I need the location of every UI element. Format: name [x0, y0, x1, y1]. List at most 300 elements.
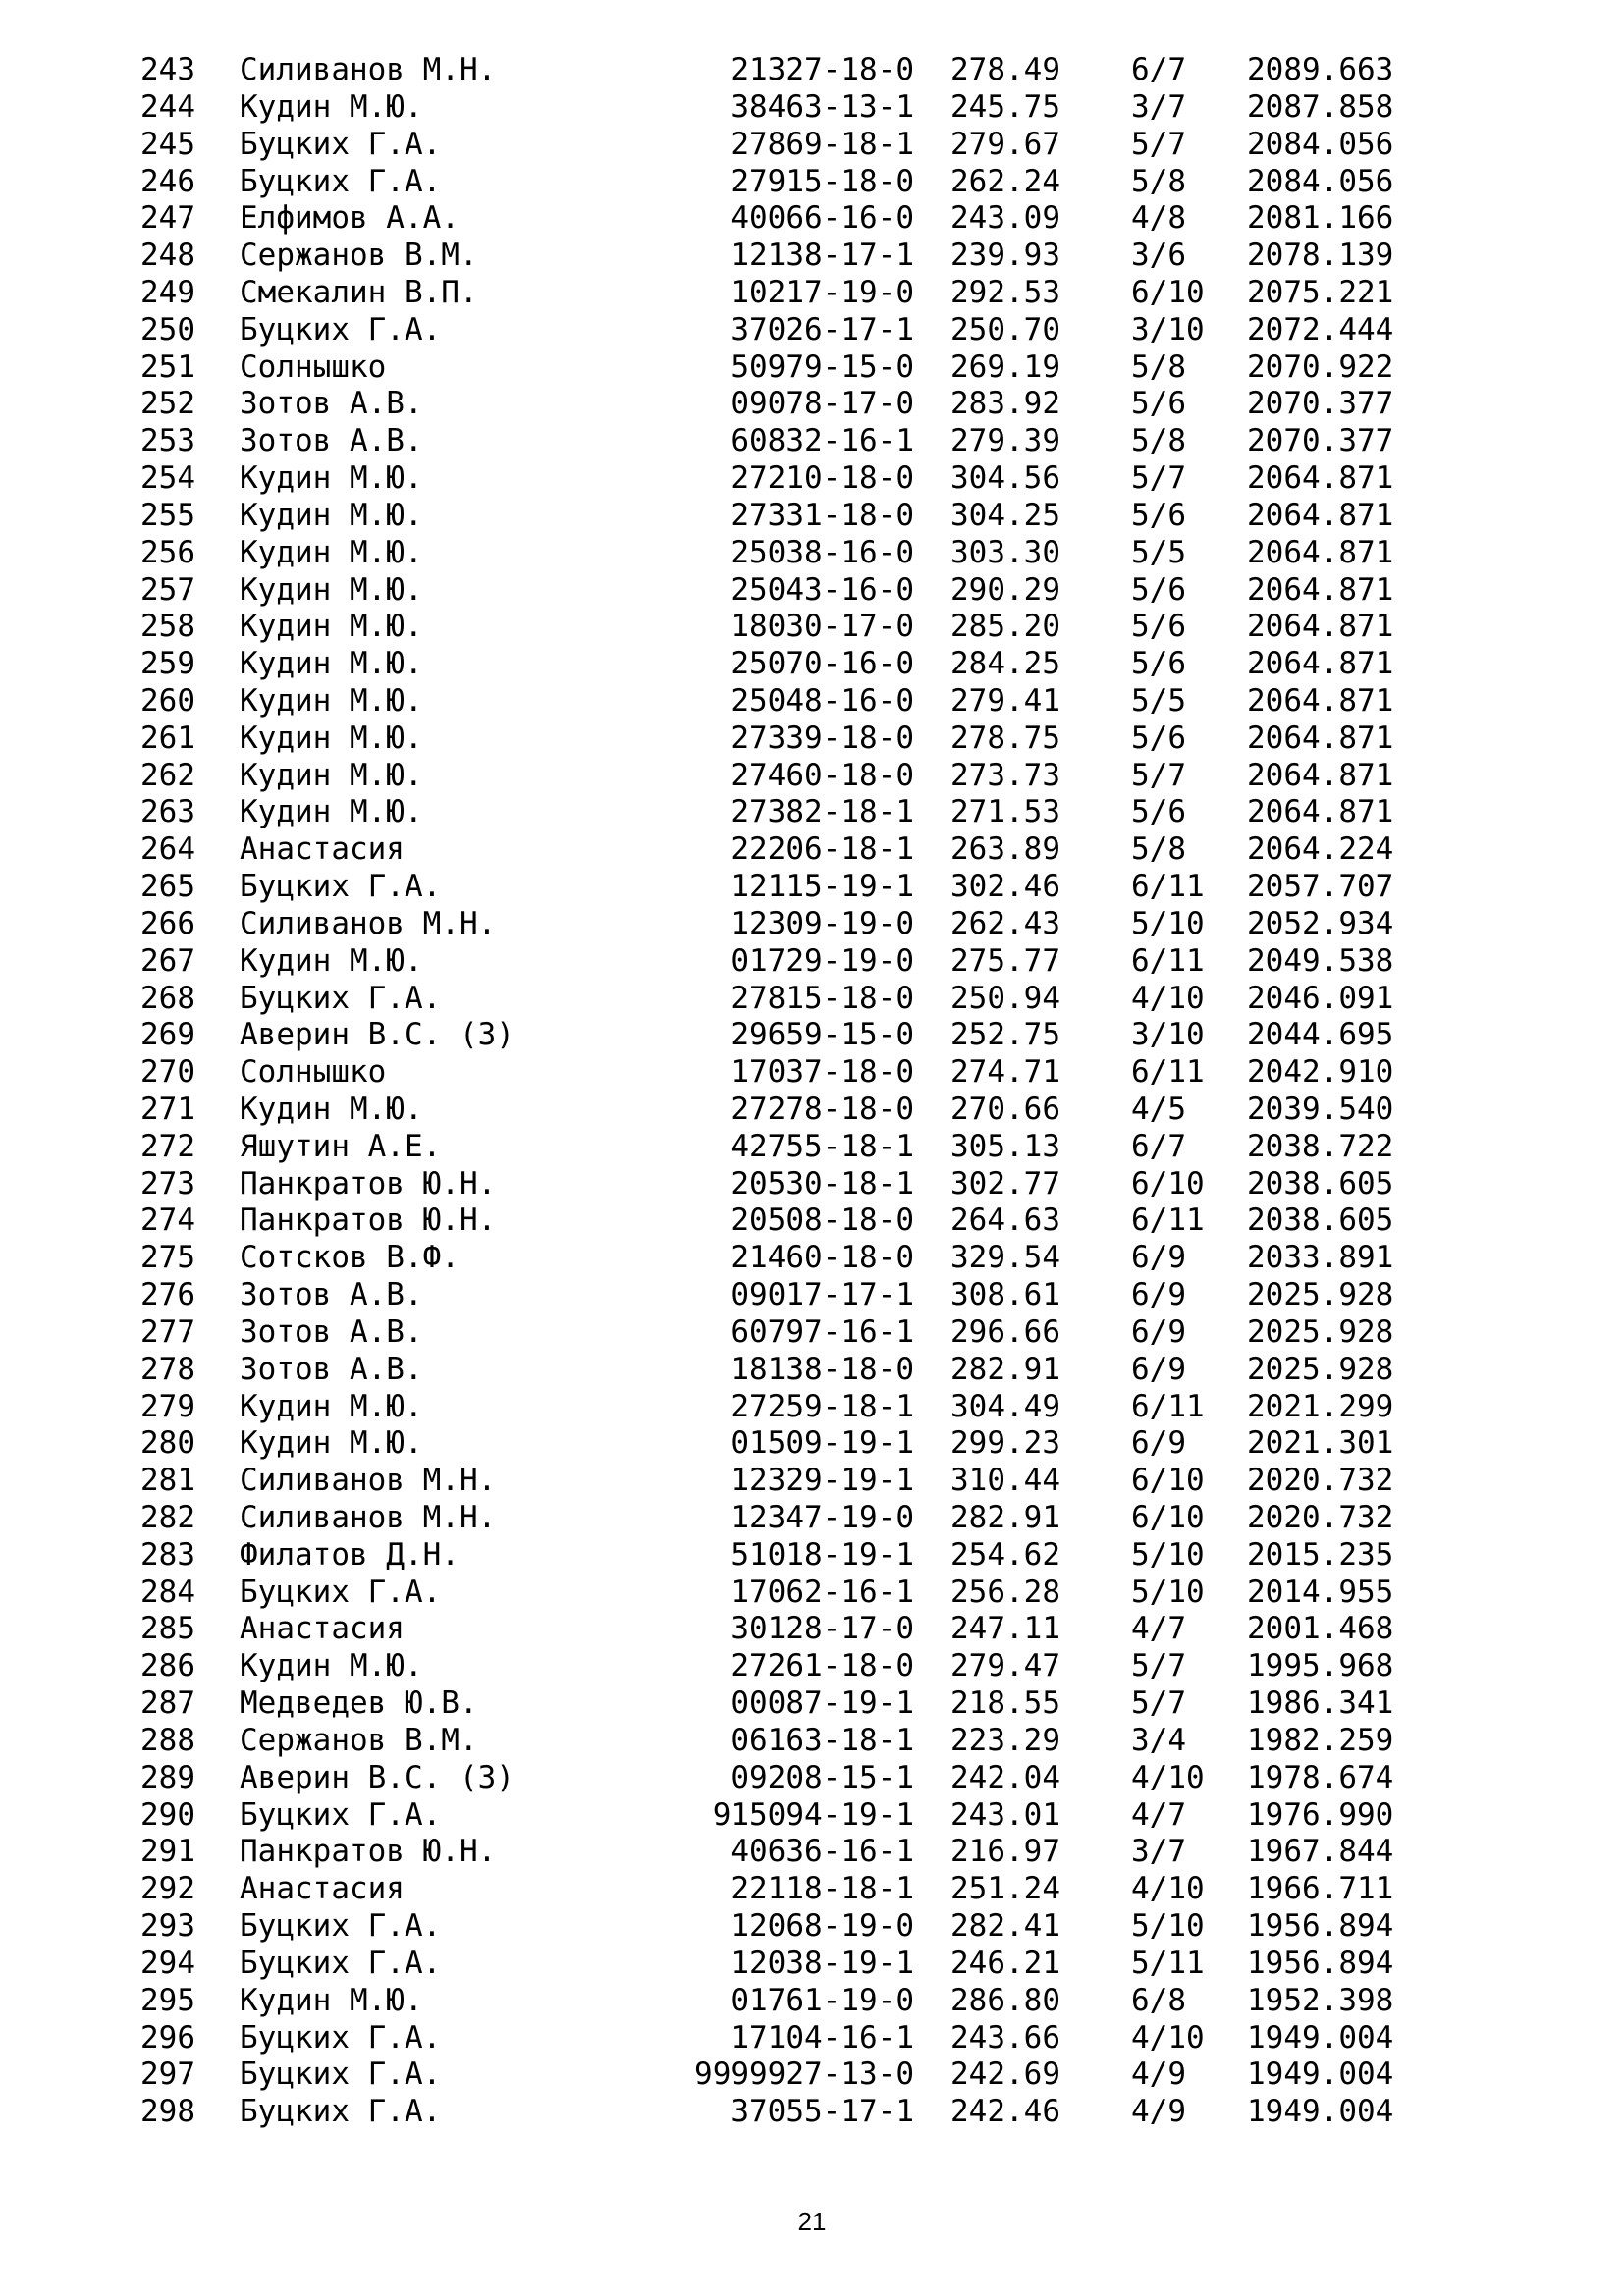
- total-value: 2014.955: [1247, 1574, 1394, 1610]
- owner-name: Сержанов В.М.: [240, 238, 478, 274]
- table-row: [0, 1536, 1624, 1574]
- page-number: 21: [797, 2207, 827, 2236]
- owner-name: Буцких Г.А.: [240, 980, 442, 1016]
- score-value: 310.44: [950, 1463, 1060, 1499]
- total-value: 2064.871: [1247, 534, 1394, 570]
- total-value: 1966.711: [1247, 1871, 1394, 1907]
- table-row: [0, 980, 1624, 1017]
- ratio-value: 4/7: [1131, 1611, 1186, 1647]
- score-value: 243.09: [950, 200, 1060, 237]
- record-code: 18030-17-0: [731, 609, 914, 645]
- row-number: 272: [140, 1128, 195, 1164]
- row-number: 271: [140, 1092, 195, 1127]
- owner-name: Буцких Г.А.: [240, 2019, 442, 2056]
- total-value: 2064.224: [1247, 831, 1394, 868]
- record-code: 27915-18-0: [731, 163, 914, 199]
- row-number: 254: [140, 460, 195, 496]
- score-value: 252.75: [950, 1017, 1060, 1053]
- owner-name: Зотов А.В.: [240, 423, 423, 459]
- table-row: [0, 2056, 1624, 2093]
- record-code: 01729-19-0: [731, 942, 914, 979]
- score-value: 250.70: [950, 311, 1060, 347]
- record-code: 09208-15-1: [731, 1759, 914, 1795]
- owner-name: Филатов Д.Н.: [240, 1536, 460, 1573]
- row-number: 283: [140, 1536, 195, 1573]
- score-value: 274.71: [950, 1054, 1060, 1091]
- row-number: 262: [140, 757, 195, 793]
- owner-name: Зотов А.В.: [240, 386, 423, 422]
- record-code: 27259-18-1: [731, 1388, 914, 1424]
- ratio-value: 3/10: [1131, 311, 1205, 347]
- owner-name: Зотов А.В.: [240, 1351, 423, 1387]
- owner-name: Солнышко: [240, 1054, 387, 1091]
- ratio-value: 6/11: [1131, 1388, 1205, 1424]
- row-number: 275: [140, 1240, 195, 1276]
- total-value: 2052.934: [1247, 905, 1394, 941]
- record-code: 17062-16-1: [731, 1574, 914, 1610]
- row-number: 291: [140, 1834, 195, 1870]
- owner-name: Силиванов М.Н.: [240, 1463, 497, 1499]
- owner-name: Солнышко: [240, 348, 387, 385]
- score-value: 282.41: [950, 1908, 1060, 1944]
- record-code: 50979-15-0: [731, 348, 914, 385]
- table-row: [0, 497, 1624, 534]
- table-row: [0, 422, 1624, 459]
- record-code: 27869-18-1: [731, 126, 914, 162]
- owner-name: Буцких Г.А.: [240, 2056, 442, 2093]
- score-value: 242.69: [950, 2056, 1060, 2093]
- total-value: 2046.091: [1247, 980, 1394, 1016]
- ratio-value: 5/6: [1131, 571, 1186, 608]
- score-value: 278.75: [950, 720, 1060, 756]
- total-value: 2057.707: [1247, 869, 1394, 904]
- row-number: 265: [140, 869, 195, 904]
- score-value: 262.24: [950, 163, 1060, 199]
- table-row: [0, 237, 1624, 274]
- ratio-value: 5/6: [1131, 794, 1186, 830]
- ratio-value: 5/7: [1131, 126, 1186, 162]
- ratio-value: 4/10: [1131, 1871, 1205, 1907]
- score-value: 329.54: [950, 1240, 1060, 1276]
- total-value: 1949.004: [1247, 2094, 1394, 2130]
- table-row: [0, 274, 1624, 311]
- total-value: 2084.056: [1247, 163, 1394, 199]
- row-number: 248: [140, 238, 195, 274]
- owner-name: Анастасия: [240, 1611, 405, 1647]
- owner-name: Буцких Г.А.: [240, 1908, 442, 1944]
- score-value: 264.63: [950, 1202, 1060, 1239]
- score-value: 305.13: [950, 1128, 1060, 1164]
- total-value: 2064.871: [1247, 757, 1394, 793]
- row-number: 292: [140, 1871, 195, 1907]
- total-value: 2020.732: [1247, 1463, 1394, 1499]
- owner-name: Буцких Г.А.: [240, 2094, 442, 2130]
- row-number: 290: [140, 1796, 195, 1833]
- record-code: 25038-16-0: [731, 534, 914, 570]
- total-value: 1995.968: [1247, 1648, 1394, 1684]
- row-number: 252: [140, 386, 195, 422]
- score-value: 246.21: [950, 1945, 1060, 1981]
- table-row: [0, 385, 1624, 422]
- owner-name: Аверин В.С. (З): [240, 1759, 514, 1795]
- record-code: 20530-18-1: [731, 1165, 914, 1201]
- score-value: 282.91: [950, 1351, 1060, 1387]
- record-code: 12068-19-0: [731, 1908, 914, 1944]
- total-value: 2042.910: [1247, 1054, 1394, 1091]
- owner-name: Буцких Г.А.: [240, 311, 442, 347]
- record-code: 12347-19-0: [731, 1500, 914, 1535]
- table-row: [0, 2019, 1624, 2056]
- score-value: 223.29: [950, 1722, 1060, 1758]
- record-code: 27382-18-1: [731, 794, 914, 830]
- record-code: 10217-19-0: [731, 274, 914, 310]
- record-code: 27815-18-0: [731, 980, 914, 1016]
- total-value: 2001.468: [1247, 1611, 1394, 1647]
- owner-name: Кудин М.Ю.: [240, 1425, 423, 1462]
- record-code: 27460-18-0: [731, 757, 914, 793]
- score-value: 250.94: [950, 980, 1060, 1016]
- total-value: 2020.732: [1247, 1500, 1394, 1535]
- total-value: 2038.605: [1247, 1202, 1394, 1239]
- table-row: [0, 1276, 1624, 1313]
- total-value: 1956.894: [1247, 1945, 1394, 1981]
- ratio-value: 5/6: [1131, 386, 1186, 422]
- row-number: 295: [140, 1982, 195, 2018]
- total-value: 2025.928: [1247, 1277, 1394, 1313]
- owner-name: Анастасия: [240, 831, 405, 868]
- score-value: 216.97: [950, 1834, 1060, 1870]
- record-code: 60832-16-1: [731, 423, 914, 459]
- ratio-value: 5/7: [1131, 757, 1186, 793]
- owner-name: Буцких Г.А.: [240, 163, 442, 199]
- table-row: [0, 1796, 1624, 1834]
- total-value: 1982.259: [1247, 1722, 1394, 1758]
- table-row: [0, 126, 1624, 163]
- table-row: [0, 1647, 1624, 1684]
- ratio-value: 4/7: [1131, 1796, 1186, 1833]
- owner-name: Кудин М.Ю.: [240, 609, 423, 645]
- owner-name: Яшутин А.Е.: [240, 1128, 442, 1164]
- ratio-value: 6/11: [1131, 1202, 1205, 1239]
- table-row: [0, 1053, 1624, 1091]
- ratio-value: 5/8: [1131, 423, 1186, 459]
- score-value: 292.53: [950, 274, 1060, 310]
- score-value: 279.41: [950, 682, 1060, 719]
- ratio-value: 4/10: [1131, 1759, 1205, 1795]
- owner-name: Кудин М.Ю.: [240, 757, 423, 793]
- score-value: 256.28: [950, 1574, 1060, 1610]
- ratio-value: 6/10: [1131, 1165, 1205, 1201]
- row-number: 257: [140, 571, 195, 608]
- ratio-value: 6/11: [1131, 869, 1205, 904]
- row-number: 268: [140, 980, 195, 1016]
- record-code: 21327-18-0: [731, 52, 914, 87]
- record-code: 42755-18-1: [731, 1128, 914, 1164]
- total-value: 2025.928: [1247, 1351, 1394, 1387]
- table-row: [0, 1351, 1624, 1388]
- record-code: 40066-16-0: [731, 200, 914, 237]
- row-number: 298: [140, 2094, 195, 2130]
- owner-name: Кудин М.Ю.: [240, 571, 423, 608]
- row-number: 297: [140, 2056, 195, 2093]
- row-number: 259: [140, 646, 195, 682]
- owner-name: Кудин М.Ю.: [240, 1388, 423, 1424]
- score-value: 285.20: [950, 609, 1060, 645]
- owner-name: Панкратов Ю.Н.: [240, 1834, 497, 1870]
- row-number: 253: [140, 423, 195, 459]
- total-value: 2070.377: [1247, 386, 1394, 422]
- score-value: 302.77: [950, 1165, 1060, 1201]
- ratio-value: 3/4: [1131, 1722, 1186, 1758]
- table-row: [0, 608, 1624, 645]
- record-code: 09017-17-1: [731, 1277, 914, 1313]
- row-number: 279: [140, 1388, 195, 1424]
- ratio-value: 5/6: [1131, 609, 1186, 645]
- total-value: 2064.871: [1247, 794, 1394, 830]
- total-value: 1976.990: [1247, 1796, 1394, 1833]
- total-value: 1952.398: [1247, 1982, 1394, 2018]
- total-value: 2075.221: [1247, 274, 1394, 310]
- record-code: 12329-19-1: [731, 1463, 914, 1499]
- score-value: 304.49: [950, 1388, 1060, 1424]
- total-value: 2021.299: [1247, 1388, 1394, 1424]
- ratio-value: 6/11: [1131, 942, 1205, 979]
- row-number: 285: [140, 1611, 195, 1647]
- table-row: [0, 1239, 1624, 1276]
- record-code: 27339-18-0: [731, 720, 914, 756]
- score-value: 279.47: [950, 1648, 1060, 1684]
- owner-name: Кудин М.Ю.: [240, 682, 423, 719]
- total-value: 2021.301: [1247, 1425, 1394, 1462]
- ratio-value: 4/10: [1131, 2019, 1205, 2056]
- ratio-value: 6/11: [1131, 1054, 1205, 1091]
- table-row: [0, 682, 1624, 720]
- row-number: 245: [140, 126, 195, 162]
- table-row: [0, 1610, 1624, 1647]
- ratio-value: 3/6: [1131, 238, 1186, 274]
- row-number: 287: [140, 1685, 195, 1722]
- record-code: 37055-17-1: [731, 2094, 914, 2130]
- total-value: 2089.663: [1247, 52, 1394, 87]
- record-code: 38463-13-1: [731, 88, 914, 125]
- ratio-value: 5/5: [1131, 534, 1186, 570]
- record-code: 27278-18-0: [731, 1092, 914, 1127]
- ratio-value: 4/8: [1131, 200, 1186, 237]
- owner-name: Кудин М.Ю.: [240, 1092, 423, 1127]
- record-code: 06163-18-1: [731, 1722, 914, 1758]
- owner-name: Буцких Г.А.: [240, 1796, 442, 1833]
- row-number: 281: [140, 1463, 195, 1499]
- table-row: [0, 1833, 1624, 1870]
- row-number: 244: [140, 88, 195, 125]
- table-row: [0, 1091, 1624, 1128]
- ratio-value: 5/8: [1131, 348, 1186, 385]
- ratio-value: 5/11: [1131, 1945, 1205, 1981]
- table-row: [0, 1759, 1624, 1796]
- record-code: 27210-18-0: [731, 460, 914, 496]
- table-row: [0, 720, 1624, 757]
- owner-name: Панкратов Ю.Н.: [240, 1165, 497, 1201]
- table-row: [0, 348, 1624, 386]
- row-number: 246: [140, 163, 195, 199]
- ratio-value: 3/10: [1131, 1017, 1205, 1053]
- owner-name: Силиванов М.Н.: [240, 1500, 497, 1535]
- ratio-value: 6/9: [1131, 1277, 1186, 1313]
- ratio-value: 6/9: [1131, 1313, 1186, 1350]
- table-row: [0, 830, 1624, 868]
- total-value: 1978.674: [1247, 1759, 1394, 1795]
- ratio-value: 5/6: [1131, 646, 1186, 682]
- table-row: [0, 199, 1624, 237]
- row-number: 249: [140, 274, 195, 310]
- row-number: 286: [140, 1648, 195, 1684]
- row-number: 261: [140, 720, 195, 756]
- table-row: [0, 1313, 1624, 1351]
- total-value: 2044.695: [1247, 1017, 1394, 1053]
- owner-name: Буцких Г.А.: [240, 126, 442, 162]
- score-value: 282.91: [950, 1500, 1060, 1535]
- record-code: 30128-17-0: [731, 1611, 914, 1647]
- record-code: 12115-19-1: [731, 869, 914, 904]
- score-value: 279.39: [950, 423, 1060, 459]
- ratio-value: 6/7: [1131, 1128, 1186, 1164]
- record-code: 20508-18-0: [731, 1202, 914, 1239]
- record-code: 27261-18-0: [731, 1648, 914, 1684]
- record-code: 29659-15-0: [731, 1017, 914, 1053]
- total-value: 2064.871: [1247, 609, 1394, 645]
- total-value: 2025.928: [1247, 1313, 1394, 1350]
- record-code: 12138-17-1: [731, 238, 914, 274]
- table-row: [0, 1128, 1624, 1165]
- record-code: 01761-19-0: [731, 1982, 914, 2018]
- ratio-value: 5/5: [1131, 682, 1186, 719]
- owner-name: Кудин М.Ю.: [240, 942, 423, 979]
- ratio-value: 6/10: [1131, 1500, 1205, 1535]
- total-value: 1986.341: [1247, 1685, 1394, 1722]
- total-value: 2072.444: [1247, 311, 1394, 347]
- score-value: 251.24: [950, 1871, 1060, 1907]
- owner-name: Зотов А.В.: [240, 1313, 423, 1350]
- total-value: 2064.871: [1247, 571, 1394, 608]
- score-value: 302.46: [950, 869, 1060, 904]
- total-value: 1956.894: [1247, 1908, 1394, 1944]
- score-value: 273.73: [950, 757, 1060, 793]
- score-value: 284.25: [950, 646, 1060, 682]
- total-value: 2015.235: [1247, 1536, 1394, 1573]
- record-code: 37026-17-1: [731, 311, 914, 347]
- record-code: 22206-18-1: [731, 831, 914, 868]
- record-code: 22118-18-1: [731, 1871, 914, 1907]
- table-row: [0, 1907, 1624, 1945]
- row-number: 264: [140, 831, 195, 868]
- score-value: 270.66: [950, 1092, 1060, 1127]
- total-value: 2078.139: [1247, 238, 1394, 274]
- row-number: 251: [140, 348, 195, 385]
- table-row: [0, 163, 1624, 200]
- row-number: 256: [140, 534, 195, 570]
- owner-name: Сержанов В.М.: [240, 1722, 478, 1758]
- row-number: 273: [140, 1165, 195, 1201]
- record-code: 21460-18-0: [731, 1240, 914, 1276]
- owner-name: Елфимов А.А.: [240, 200, 460, 237]
- total-value: 2084.056: [1247, 126, 1394, 162]
- row-number: 247: [140, 200, 195, 237]
- ratio-value: 5/8: [1131, 831, 1186, 868]
- ratio-value: 5/8: [1131, 163, 1186, 199]
- ratio-value: 5/10: [1131, 905, 1205, 941]
- table-row: [0, 1165, 1624, 1202]
- total-value: 2064.871: [1247, 646, 1394, 682]
- table-row: [0, 1424, 1624, 1462]
- table-row: [0, 1462, 1624, 1499]
- score-value: 304.56: [950, 460, 1060, 496]
- row-number: 288: [140, 1722, 195, 1758]
- owner-name: Кудин М.Ю.: [240, 460, 423, 496]
- table-row: [0, 1982, 1624, 2019]
- total-value: 2070.922: [1247, 348, 1394, 385]
- total-value: 1949.004: [1247, 2019, 1394, 2056]
- owner-name: Кудин М.Ю.: [240, 720, 423, 756]
- table-row: [0, 757, 1624, 794]
- total-value: 1949.004: [1247, 2056, 1394, 2093]
- score-value: 242.46: [950, 2094, 1060, 2130]
- row-number: 243: [140, 52, 195, 87]
- owner-name: Сотсков В.Ф.: [240, 1240, 460, 1276]
- table-row: [0, 1945, 1624, 1982]
- score-value: 269.19: [950, 348, 1060, 385]
- score-value: 271.53: [950, 794, 1060, 830]
- total-value: 2081.166: [1247, 200, 1394, 237]
- table-row: [0, 51, 1624, 88]
- row-number: 278: [140, 1351, 195, 1387]
- score-value: 243.66: [950, 2019, 1060, 2056]
- total-value: 2038.722: [1247, 1128, 1394, 1164]
- score-value: 243.01: [950, 1796, 1060, 1833]
- table-row: [0, 571, 1624, 609]
- table-row: [0, 1574, 1624, 1611]
- owner-name: Кудин М.Ю.: [240, 497, 423, 533]
- record-code: 25043-16-0: [731, 571, 914, 608]
- ratio-value: 6/9: [1131, 1351, 1186, 1387]
- ratio-value: 6/10: [1131, 274, 1205, 310]
- ratio-value: 6/9: [1131, 1425, 1186, 1462]
- ratio-value: 5/6: [1131, 497, 1186, 533]
- table-row: [0, 645, 1624, 682]
- table-row: [0, 311, 1624, 348]
- score-value: 263.89: [950, 831, 1060, 868]
- table-row: [0, 1499, 1624, 1536]
- table-row: [0, 905, 1624, 942]
- record-code: 12038-19-1: [731, 1945, 914, 1981]
- record-code: 01509-19-1: [731, 1425, 914, 1462]
- total-value: 2033.891: [1247, 1240, 1394, 1276]
- ratio-value: 5/7: [1131, 1648, 1186, 1684]
- table-row: [0, 1201, 1624, 1239]
- score-value: 275.77: [950, 942, 1060, 979]
- record-code: 17104-16-1: [731, 2019, 914, 2056]
- record-code: 51018-19-1: [731, 1536, 914, 1573]
- owner-name: Кудин М.Ю.: [240, 1982, 423, 2018]
- ratio-value: 4/10: [1131, 980, 1205, 1016]
- record-code: 18138-18-0: [731, 1351, 914, 1387]
- owner-name: Буцких Г.А.: [240, 1574, 442, 1610]
- record-code: 00087-19-1: [731, 1685, 914, 1722]
- ratio-value: 5/10: [1131, 1908, 1205, 1944]
- score-value: 290.29: [950, 571, 1060, 608]
- row-number: 250: [140, 311, 195, 347]
- ratio-value: 6/7: [1131, 52, 1186, 87]
- ratio-value: 5/7: [1131, 1685, 1186, 1722]
